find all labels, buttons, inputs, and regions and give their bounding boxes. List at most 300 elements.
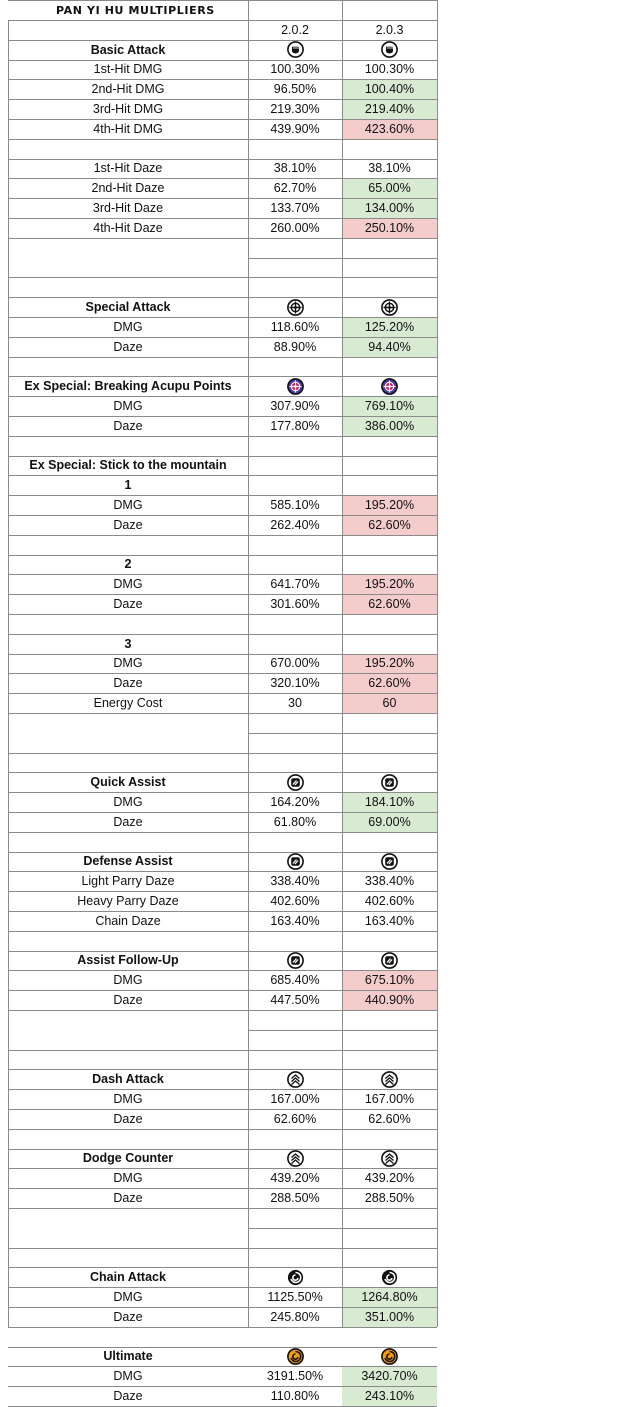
- grid-line: [8, 1109, 437, 1110]
- grid-line: [8, 79, 437, 80]
- grid-line: [8, 1050, 437, 1051]
- value-v203: 100.40%: [342, 79, 437, 99]
- value-v202: [248, 277, 342, 297]
- basic-attack-icon: [248, 40, 342, 60]
- value-v203: 69.00%: [342, 812, 437, 832]
- chain-attack-icon: [342, 1267, 437, 1287]
- table-row: [0, 1109, 640, 1129]
- grid-line: [8, 357, 437, 358]
- value-v203: 675.10%: [342, 970, 437, 990]
- value-v203: 125.20%: [342, 317, 437, 337]
- value-v203: 338.40%: [364, 874, 415, 889]
- row-label: Light Parry Daze: [81, 874, 175, 889]
- value-v202: 30: [288, 696, 302, 711]
- value-v203: [342, 832, 437, 852]
- grid-line: [8, 515, 437, 516]
- section-header-row: [0, 456, 640, 476]
- value-v202: 2.0.2: [281, 22, 309, 37]
- section-header-row: [0, 852, 640, 872]
- value-v203: 100.30%: [364, 62, 415, 77]
- special-attack-icon: [342, 297, 437, 317]
- value-v202: 100.30%: [270, 62, 320, 77]
- value-v202: [248, 139, 342, 159]
- row-label: DMG: [113, 973, 143, 988]
- value-v202: 439.90%: [270, 121, 320, 136]
- value-v203: 769.10%: [342, 396, 437, 416]
- grid-line: [8, 317, 437, 318]
- table-row: [0, 1188, 640, 1208]
- spacer-row: [0, 535, 640, 555]
- row-label: DMG: [113, 1290, 143, 1305]
- row-label: Daze: [113, 1191, 143, 1206]
- value-v203: 288.50%: [364, 1191, 415, 1206]
- grid-line: [8, 99, 437, 100]
- value-v202: 670.00%: [270, 656, 320, 671]
- value-v203: 402.60%: [364, 894, 415, 909]
- row-label: 3rd-Hit DMG: [92, 102, 164, 117]
- table-row: [0, 396, 640, 416]
- spacer-row: [0, 1327, 640, 1347]
- value-v203: 351.00%: [342, 1307, 437, 1327]
- value-v202: [248, 753, 342, 773]
- value-v203: [342, 277, 437, 297]
- grid-line: [8, 495, 437, 496]
- value-v203: [342, 475, 437, 495]
- value-v202: [248, 1050, 342, 1070]
- value-v203: 219.40%: [342, 99, 437, 119]
- table-row: [0, 1287, 640, 1307]
- table-row: [0, 1366, 640, 1386]
- row-label: [8, 1129, 248, 1149]
- row-label: [8, 614, 248, 634]
- value-v203: 3420.70%: [342, 1366, 437, 1386]
- table-row: [0, 693, 640, 713]
- row-label: 1st-Hit Daze: [93, 161, 163, 176]
- value-v203: [342, 436, 437, 456]
- value-v202: [248, 1129, 342, 1149]
- row-label: Ultimate: [103, 1349, 153, 1364]
- value-v203: 167.00%: [364, 1092, 415, 1107]
- table-row: [0, 673, 640, 693]
- value-v203: 65.00%: [342, 178, 437, 198]
- value-v203: 134.00%: [342, 198, 437, 218]
- value-v202: 338.40%: [270, 874, 320, 889]
- dodge-icon: [248, 1069, 342, 1089]
- value-v203: 60: [342, 693, 437, 713]
- row-label: 4th-Hit DMG: [93, 121, 163, 136]
- row-label: Daze: [113, 1309, 143, 1324]
- value-v202: [248, 535, 342, 555]
- table-row: [0, 20, 640, 40]
- value-v202: 167.00%: [270, 1092, 320, 1107]
- ultimate-icon: [248, 1347, 342, 1367]
- value-v203: [342, 931, 437, 951]
- value-v202: [248, 832, 342, 852]
- grid-line: [8, 1168, 437, 1169]
- dodge-icon: [248, 1149, 342, 1169]
- table-row: [0, 317, 640, 337]
- basic-attack-icon: [342, 40, 437, 60]
- row-label: [8, 931, 248, 951]
- row-label: Heavy Parry Daze: [77, 894, 179, 909]
- row-label: 2nd-Hit Daze: [91, 181, 165, 196]
- value-v203: [342, 1327, 437, 1347]
- grid-line: [8, 178, 437, 179]
- grid-line: [8, 654, 437, 655]
- assist-icon: [248, 852, 342, 872]
- grid-line: [8, 0, 437, 1]
- page-title: PAN YI HU MULTIPLIERS: [56, 3, 215, 17]
- table-row: [0, 871, 640, 891]
- grid-line: [8, 218, 437, 219]
- ex-special-icon: [248, 376, 342, 396]
- value-v203: [342, 357, 437, 377]
- value-v202: [248, 1327, 342, 1347]
- section-header-row: [0, 1267, 640, 1287]
- section-header-row: [0, 951, 640, 971]
- row-label: Ex Special: Breaking Acupu Points: [24, 379, 232, 394]
- value-v202: [248, 931, 342, 951]
- grid-line: [8, 1089, 437, 1090]
- row-label: [8, 357, 248, 377]
- section-header-row: [0, 1149, 640, 1169]
- row-label: [8, 436, 248, 456]
- row-label: DMG: [113, 319, 143, 334]
- value-v202: 177.80%: [270, 418, 320, 433]
- value-v202: 219.30%: [270, 102, 320, 117]
- assist-icon: [248, 951, 342, 971]
- spacer-row: [0, 1129, 640, 1149]
- row-label: Chain Daze: [95, 913, 161, 928]
- grid-line: [8, 60, 437, 61]
- value-v203: [342, 634, 437, 654]
- spacer-row: [0, 277, 640, 297]
- value-v202: 62.60%: [273, 1111, 317, 1126]
- row-label: 2: [124, 557, 132, 572]
- row-label: Special Attack: [85, 300, 171, 315]
- dodge-icon: [342, 1069, 437, 1089]
- special-attack-icon: [248, 297, 342, 317]
- row-label: [8, 753, 248, 773]
- table-row: [0, 891, 640, 911]
- grid-line: [8, 535, 437, 536]
- spacer-row: [0, 139, 640, 159]
- row-label: DMG: [113, 498, 143, 513]
- value-v202: [248, 456, 342, 476]
- grid-line: [8, 1248, 437, 1249]
- row-label: 4th-Hit Daze: [93, 220, 163, 235]
- row-label: 3: [124, 636, 132, 651]
- value-v202: 38.10%: [273, 161, 317, 176]
- section-header-row: [0, 634, 640, 654]
- value-v203: [342, 1248, 437, 1268]
- value-v202: 1125.50%: [267, 1290, 323, 1305]
- grid-line: [8, 1386, 437, 1387]
- grid-line: [8, 634, 437, 635]
- section-header-row: [0, 772, 640, 792]
- table-row: [0, 495, 640, 515]
- value-v202: 288.50%: [270, 1191, 320, 1206]
- value-v203: 62.60%: [342, 673, 437, 693]
- grid-line: [8, 931, 437, 932]
- table-row: [0, 60, 640, 80]
- grid-line: [8, 792, 437, 793]
- row-label: Ex Special: Stick to the mountain: [29, 458, 227, 473]
- value-v203: 195.20%: [342, 574, 437, 594]
- grid-line: [8, 1188, 437, 1189]
- grid-line: [8, 1287, 437, 1288]
- row-label: [8, 1010, 248, 1050]
- row-label: [8, 1208, 248, 1248]
- row-label: DMG: [113, 1171, 143, 1186]
- row-label: [8, 1050, 248, 1070]
- grid-line: [8, 693, 437, 694]
- ex-special-icon: [342, 376, 437, 396]
- row-label: Dodge Counter: [82, 1151, 174, 1166]
- value-v203: [342, 139, 437, 159]
- row-label: DMG: [113, 795, 143, 810]
- value-v203: 195.20%: [342, 654, 437, 674]
- grid-line: [8, 456, 437, 457]
- table-row: [0, 416, 640, 436]
- grid-line: [8, 1069, 437, 1070]
- grid-line: [8, 1327, 437, 1328]
- value-v202: 133.70%: [270, 201, 320, 216]
- row-label: Assist Follow-Up: [77, 953, 179, 968]
- value-v203: 1264.80%: [342, 1287, 437, 1307]
- grid-column-line: [248, 0, 249, 1327]
- grid-line: [8, 119, 437, 120]
- grid-line: [8, 555, 437, 556]
- value-v203: 386.00%: [342, 416, 437, 436]
- table-row: [0, 812, 640, 832]
- value-v202: 685.40%: [270, 973, 320, 988]
- row-label: 1: [124, 478, 132, 493]
- spacer-row: [0, 436, 640, 456]
- value-v202: 88.90%: [273, 339, 317, 354]
- grid-line: [8, 1010, 437, 1011]
- value-v203: 62.60%: [368, 1111, 411, 1126]
- grid-line: [8, 812, 437, 813]
- row-label: Quick Assist: [90, 775, 166, 790]
- row-label: DMG: [113, 656, 143, 671]
- ultimate-icon: [342, 1347, 437, 1367]
- table-row: [0, 119, 640, 139]
- value-v202: [248, 634, 342, 654]
- grid-line: [8, 713, 437, 714]
- value-v202: 96.50%: [273, 82, 317, 97]
- value-v202: [248, 614, 342, 634]
- grid-line: [8, 159, 437, 160]
- value-v202: 585.10%: [270, 498, 320, 513]
- grid-line: [8, 1366, 437, 1367]
- grid-line: [8, 753, 437, 754]
- assist-icon: [342, 852, 437, 872]
- row-label: 2nd-Hit DMG: [91, 82, 165, 97]
- value-v203: 243.10%: [342, 1386, 437, 1406]
- row-label: [8, 1327, 248, 1347]
- spacer-row: [0, 614, 640, 634]
- grid-line: [8, 337, 437, 338]
- value-v202: 307.90%: [270, 399, 320, 414]
- value-v202: 110.80%: [270, 1389, 320, 1404]
- table-row: [0, 178, 640, 198]
- grid-line: [8, 416, 437, 417]
- value-v202: 260.00%: [270, 220, 320, 235]
- table-row: [0, 159, 640, 179]
- value-v203: 250.10%: [342, 218, 437, 238]
- section-header-row: [0, 376, 640, 396]
- spacer-row: [0, 931, 640, 951]
- row-label: DMG: [113, 1369, 143, 1384]
- spacer-row: [0, 832, 640, 852]
- value-v203: 62.60%: [342, 594, 437, 614]
- row-label: Basic Attack: [90, 42, 166, 57]
- value-v203: [342, 614, 437, 634]
- row-label: DMG: [113, 399, 143, 414]
- spacer-row: [0, 1050, 640, 1070]
- grid-column-line: [342, 0, 343, 1327]
- row-label: [8, 277, 248, 297]
- row-label: [8, 20, 248, 40]
- value-v202: 262.40%: [270, 517, 320, 532]
- grid-line: [8, 20, 437, 21]
- grid-line: [8, 574, 437, 575]
- assist-icon: [342, 772, 437, 792]
- value-v202: [248, 555, 342, 575]
- table-row: [0, 970, 640, 990]
- table-row: [0, 1307, 640, 1327]
- value-v202: 245.80%: [270, 1309, 320, 1324]
- table-row: [0, 911, 640, 931]
- value-v202: [248, 475, 342, 495]
- grid-line: [8, 1347, 437, 1348]
- row-label: Daze: [113, 418, 143, 433]
- grid-line: [8, 832, 437, 833]
- table-row: [0, 218, 640, 238]
- grid-line: [8, 990, 437, 991]
- chain-attack-icon: [248, 1267, 342, 1287]
- spacer-row: [0, 1248, 640, 1268]
- table-row: [0, 1168, 640, 1188]
- table-row: [0, 1089, 640, 1109]
- value-v203: 195.20%: [342, 495, 437, 515]
- table-row: [0, 198, 640, 218]
- row-label: DMG: [113, 1092, 143, 1107]
- grid-line: [8, 673, 437, 674]
- value-v202: 118.60%: [270, 319, 320, 334]
- value-v202: 641.70%: [270, 577, 320, 592]
- grid-line: [8, 951, 437, 952]
- spacer-row: [0, 357, 640, 377]
- value-v203: 2.0.3: [375, 22, 404, 37]
- spacer-row: [0, 753, 640, 773]
- section-header-row: [0, 1347, 640, 1367]
- value-v202: [248, 1248, 342, 1268]
- row-label: Daze: [113, 339, 143, 354]
- row-label: Energy Cost: [93, 696, 163, 711]
- value-v203: 38.10%: [368, 161, 411, 176]
- grid-line: [8, 852, 437, 853]
- value-v203: [342, 555, 437, 575]
- row-label: [8, 535, 248, 555]
- grid-line: [8, 139, 437, 140]
- value-v202: 62.70%: [273, 181, 317, 196]
- value-v203: [342, 535, 437, 555]
- grid-line: [8, 871, 437, 872]
- table-row: [0, 79, 640, 99]
- row-label: Daze: [113, 597, 143, 612]
- value-v202: 320.10%: [270, 676, 320, 691]
- value-v202: 439.20%: [270, 1171, 320, 1186]
- grid-line: [8, 238, 437, 239]
- row-label: Daze: [113, 1389, 143, 1404]
- value-v202: 61.80%: [273, 814, 317, 829]
- row-label: [8, 713, 248, 753]
- dodge-icon: [342, 1149, 437, 1169]
- value-v202: 3191.50%: [266, 1369, 324, 1384]
- section-header-row: [0, 1069, 640, 1089]
- row-label: [8, 139, 248, 159]
- grid-line: [8, 594, 437, 595]
- value-v202: 301.60%: [270, 597, 320, 612]
- table-row: [0, 594, 640, 614]
- grid-line: [8, 772, 437, 773]
- value-v203: 440.90%: [342, 990, 437, 1010]
- value-v203: 184.10%: [342, 792, 437, 812]
- section-header-row: [0, 555, 640, 575]
- grid-line: [8, 396, 437, 397]
- table-row: [0, 99, 640, 119]
- grid-line: [8, 1129, 437, 1130]
- value-v202: 164.20%: [270, 795, 320, 810]
- value-v202: [248, 357, 342, 377]
- row-label: Dash Attack: [92, 1072, 164, 1087]
- table-row: [0, 337, 640, 357]
- grid-line: [8, 1307, 437, 1308]
- grid-line: [8, 376, 437, 377]
- table-row: [0, 990, 640, 1010]
- row-label: [8, 1248, 248, 1268]
- grid-line: [8, 475, 437, 476]
- table-row: [0, 574, 640, 594]
- row-label: Daze: [113, 517, 143, 532]
- row-label: Defense Assist: [83, 854, 173, 869]
- value-v202: [248, 436, 342, 456]
- grid-line: [8, 436, 437, 437]
- section-header-row: [0, 297, 640, 317]
- value-v203: [342, 1129, 437, 1149]
- value-v203: 94.40%: [342, 337, 437, 357]
- grid-line: [8, 970, 437, 971]
- value-v203: 163.40%: [364, 913, 415, 928]
- grid-line: [8, 40, 437, 41]
- value-v203: 439.20%: [364, 1171, 415, 1186]
- grid-line: [8, 297, 437, 298]
- value-v202: 447.50%: [270, 993, 320, 1008]
- row-label: Daze: [113, 993, 143, 1008]
- row-label: 3rd-Hit Daze: [92, 201, 164, 216]
- grid-line: [8, 891, 437, 892]
- row-label: [8, 238, 248, 278]
- row-label: Chain Attack: [90, 1270, 166, 1285]
- value-v203: [342, 753, 437, 773]
- row-label: Daze: [113, 1111, 143, 1126]
- value-v203: [342, 456, 437, 476]
- grid-column-line: [437, 0, 438, 1327]
- table-row: [0, 1386, 640, 1406]
- assist-icon: [248, 772, 342, 792]
